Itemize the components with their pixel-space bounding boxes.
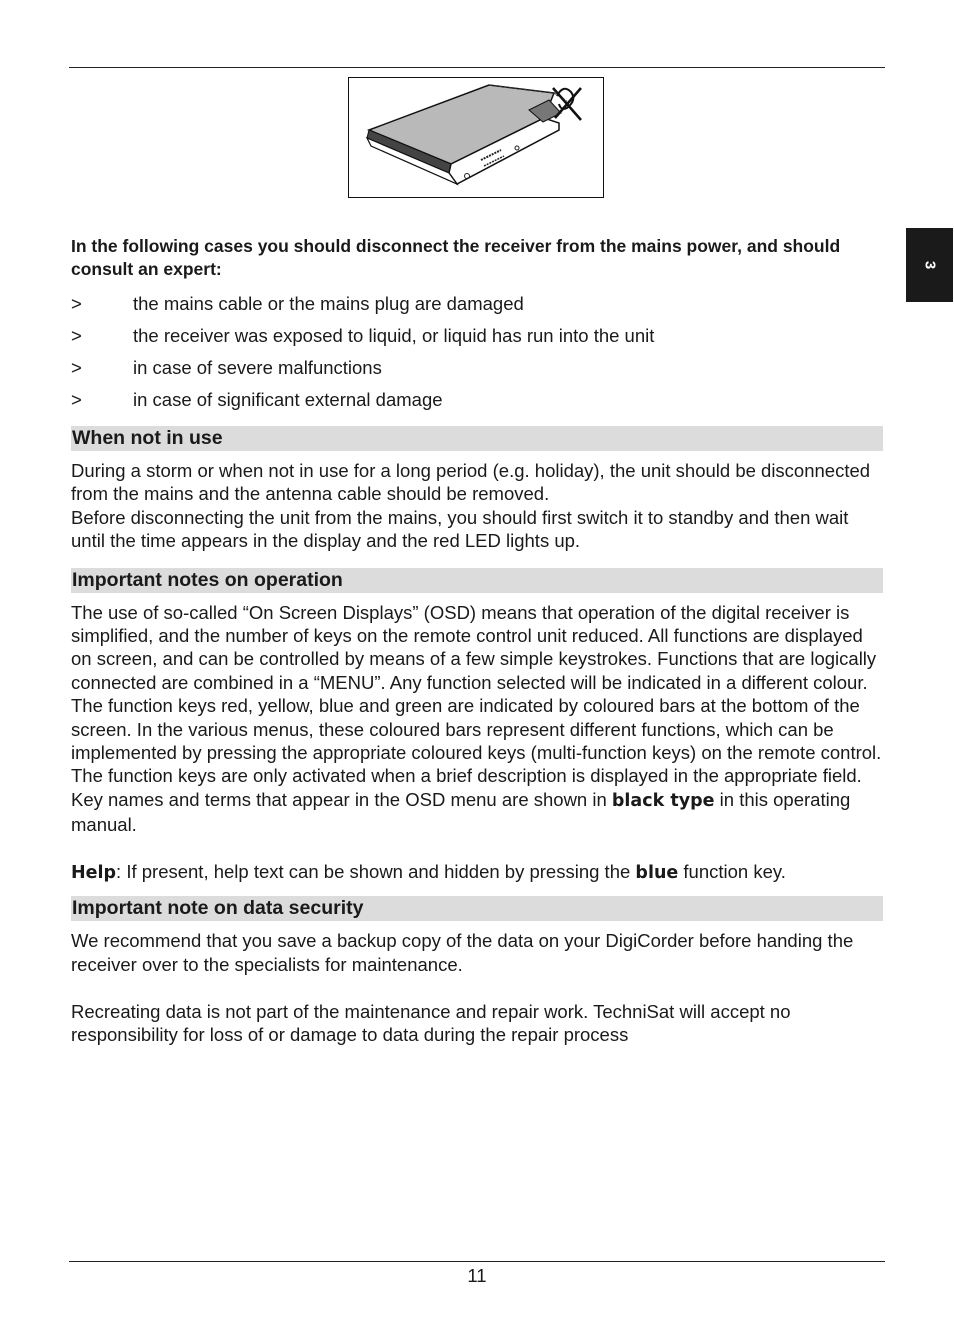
section-heading-data-security: Important note on data security: [71, 896, 883, 921]
list-item: > the mains cable or the mains plug are damaged: [71, 288, 883, 320]
disconnect-list: [71, 288, 883, 416]
not-in-use-paragraph-1: During a storm or when not in use for a long period (e.g. holiday), the unit should be disconnected from the mains and the antenna cable should be removed.: [71, 460, 871, 505]
list-item: > the receiver was exposed to liquid, or liquid has run into the unit: [71, 320, 883, 352]
help-term: Help: [71, 863, 117, 884]
list-marker: >: [71, 293, 82, 314]
list-marker: >: [71, 325, 82, 346]
operation-paragraph-1: The use of so-called “On Screen Displays” (OSD) means that operation of the digital receiver is simplified, and the number of keys on the remote control unit reduced. All functions are displayed on screen, and can be controlled by means of a few simple keystrokes. Functions that are logically connected are combined in a “MENU”. Any function selected will be indicated in a different colour. The function keys red, yellow, blue and green are indicated by coloured bars at the bottom of the screen. In the various menus, these coloured bars represent different functions, which can be implemented by pressing the appropriate coloured keys (multi-function keys) on the remote control. The function keys are only activated when a brief description is displayed in the appropriate field.: [71, 601, 882, 787]
list-marker: >: [71, 357, 82, 378]
list-item: > in case of severe malfunctions: [71, 352, 883, 384]
receiver-illustration: [348, 77, 604, 198]
data-security-paragraph-1: We recommend that you save a backup copy of the data on your DigiCorder before handing the receiver over to the specialists for maintenance.: [71, 930, 854, 975]
operation-paragraph-2: Key names and terms that appear in the OSD menu are shown in black type in this operating manual.: [71, 788, 851, 836]
page-number: 11: [467, 1265, 487, 1286]
bottom-rule: [69, 1261, 885, 1262]
section-heading-operation: Important notes on operation: [71, 568, 883, 593]
top-rule: [69, 67, 885, 68]
list-item: > in case of significant external damage: [71, 384, 883, 416]
help-paragraph: Help: If present, help text can be shown and hidden by pressing the blue function key.: [71, 861, 786, 884]
not-in-use-paragraph-2: Before disconnecting the unit from the mains, you should first switch it to standby and then wait until the time appears in the display and the red LED lights up.: [71, 506, 849, 552]
data-security-paragraph-2: Recreating data is not part of the maintenance and repair work. TechniSat will accept no responsibility for loss of or damage to data during the repair process: [71, 1000, 791, 1046]
page-content: [71, 235, 883, 1047]
disconnect-lead: In the following cases you should disconnect the receiver from the mains power, and should consult an expert:: [71, 236, 841, 279]
list-marker: >: [71, 389, 82, 410]
chapter-tab: [906, 228, 953, 302]
black-type-term: black type: [611, 790, 715, 811]
chapter-number: 3: [921, 260, 938, 270]
receiver-no-liquid-icon: [349, 78, 602, 196]
blue-key-term: blue: [635, 863, 679, 884]
section-heading-not-in-use: When not in use: [71, 426, 883, 451]
